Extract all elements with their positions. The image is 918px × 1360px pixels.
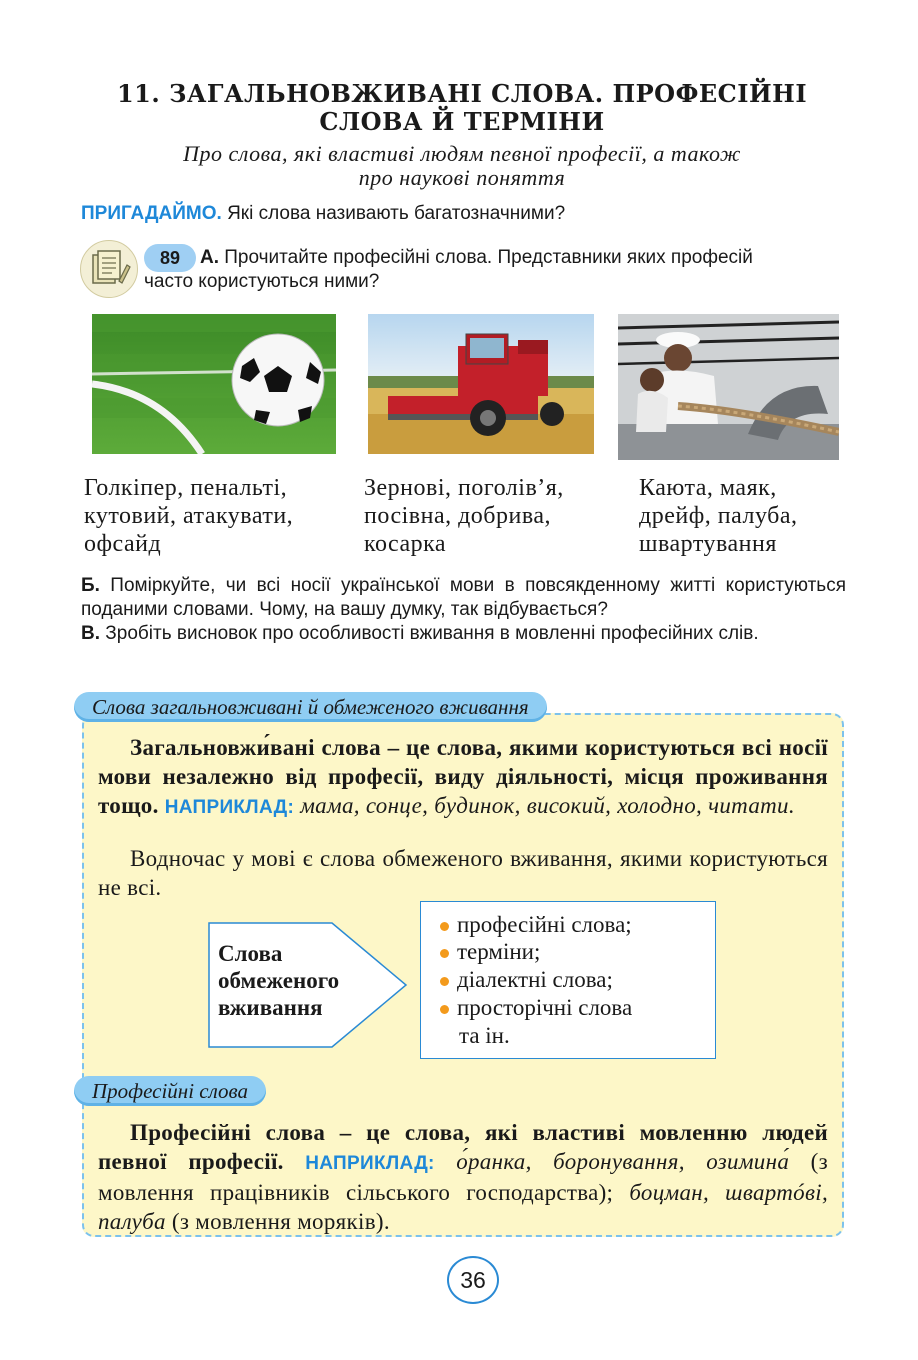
examples-agriculture: о́ранка, боронування, озимина́ (456, 1149, 790, 1174)
exercise-v-label: В. (81, 623, 100, 644)
list-item: терміни; (440, 938, 540, 965)
word-line: швартування (639, 531, 777, 557)
exercise-b (81, 574, 846, 622)
section-pill-general-words: Слова загальновживані й обмежeного вживання (74, 692, 547, 722)
title-line-2: СЛОВА Й ТЕРМІНИ (319, 107, 605, 136)
definition-professional-words (98, 1118, 828, 1236)
word-line: Зернові, поголів’я, (364, 475, 564, 501)
remember-label: ПРИГАДАЙМО. (81, 203, 222, 224)
word-line: посівна, добрива, (364, 503, 552, 529)
list-item-continuation: та ін. (459, 1023, 510, 1048)
arrow-label-line: обмеженого (218, 968, 340, 993)
exercise-b-text: Поміркуйте, чи всі носії української мови в повсякденному житті користуються поданими словами. Чому, на вашу думку, так відбувається? (81, 575, 846, 620)
list-item: просторічні слова (440, 994, 632, 1021)
exercise-v-text: Зробіть висновок про особливості вживання в мовленні професійних слів. (100, 623, 759, 644)
list-item: професійні слова; (440, 911, 632, 938)
definition-bold: Професійні слова – це слова, які властиві мовленню людей певної професії. (98, 1120, 828, 1174)
word-group-agriculture (364, 474, 564, 558)
examples-agriculture-note: (з мовлення працівників сільського господарства); (98, 1149, 828, 1205)
definition-bold: Загальновжи́вані слова – це слова, якими користуються всі носії мови незалежно від професії, виду діяльності, місця проживання тощо. (98, 735, 828, 818)
exercise-b-label: Б. (81, 575, 100, 596)
example-label: НАПРИКЛАД: (164, 797, 295, 818)
remember-text: Які слова називають багатозначними? (221, 203, 566, 224)
section-pill-professional-words: Професійні слова (74, 1076, 266, 1106)
word-line: офсайд (84, 531, 162, 557)
page-title (80, 80, 844, 136)
word-line: косарка (364, 531, 447, 557)
title-line-1: 11. ЗАГАЛЬНОВЖИВАНІ СЛОВА. ПРОФЕСІЙНІ (116, 79, 808, 108)
exercise-number: 89 (144, 244, 196, 272)
word-group-marine (639, 474, 798, 558)
examples-marine: боцман, швартóві, палуба (98, 1180, 828, 1234)
exercise-a-text-cont: часто користуються ними? (144, 271, 380, 292)
restricted-intro-text: Водночас у мові є слова обмеженого вживання, якими користуються не всі. (98, 846, 828, 900)
restricted-words-intro (98, 844, 828, 902)
notebook-icon (80, 240, 138, 298)
word-line: кутовий, атакувати, (84, 503, 294, 529)
exercise-a-label: А. (200, 247, 219, 268)
word-line: Голкіпер, пенальті, (84, 475, 288, 501)
examples-marine-note: (з мовлення моряків). (165, 1209, 390, 1234)
remember-line (81, 203, 565, 225)
list-item: діалектні слова; (440, 966, 613, 993)
examples-general: мама, сонце, будинок, високий, холодно, читати. (300, 793, 795, 818)
subtitle-line-2: про наукові поняття (358, 165, 566, 190)
exercise-a-text: Прочитайте професійні слова. Представники яких професій (219, 247, 753, 268)
arrow-label-line: Слова (218, 941, 283, 966)
exercise-a (200, 246, 850, 269)
word-line: дрейф, палуба, (639, 503, 798, 529)
subtitle-line-1: Про слова, які властиві людям певної професії, а також (183, 141, 741, 166)
sailor-with-rope-photo (618, 314, 839, 460)
page-number: 36 (447, 1256, 499, 1304)
bullet-icon (440, 922, 449, 931)
definition-general-words (98, 733, 828, 822)
word-line: Каюта, маяк, (639, 475, 777, 501)
restricted-words-label (218, 940, 339, 1021)
bullet-icon (440, 977, 449, 986)
arrow-label-line: вживання (218, 995, 323, 1020)
soccer-ball-photo (92, 314, 336, 454)
example-label: НАПРИКЛАД: (305, 1153, 435, 1174)
bullet-icon (440, 949, 449, 958)
combine-harvester-photo (368, 314, 594, 454)
exercise-v (81, 622, 846, 646)
bullet-icon (440, 1005, 449, 1014)
word-group-football (84, 474, 293, 558)
page-subtitle (80, 142, 844, 190)
